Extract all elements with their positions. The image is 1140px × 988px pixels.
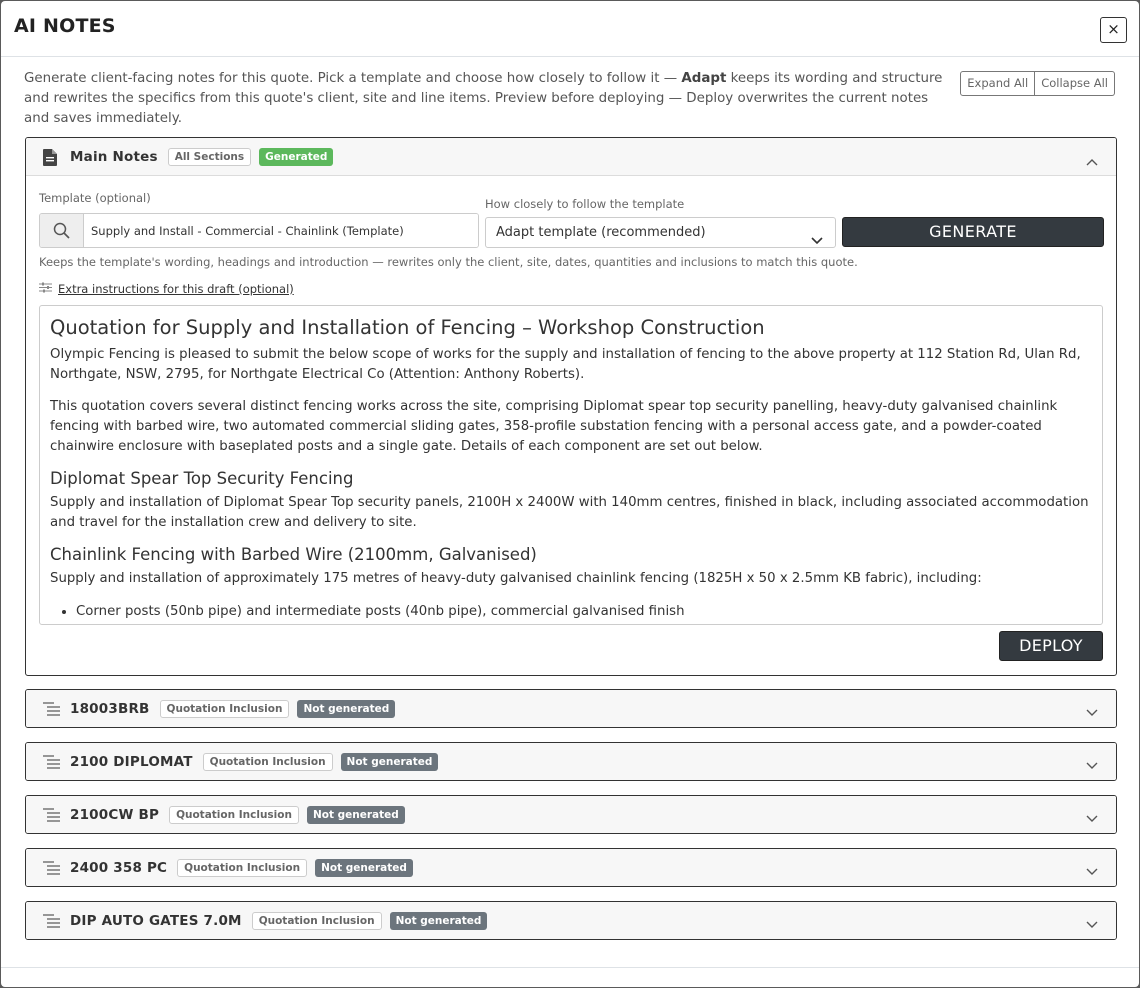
status-badge: Not generated <box>315 859 413 877</box>
preview-subheading: Chainlink Fencing with Barbed Wire (2100mm, Galvanised) <box>50 545 537 564</box>
section-title-group <box>70 849 413 886</box>
list-icon <box>43 754 60 773</box>
notes-preview[interactable] <box>39 305 1103 625</box>
chevron-down-icon[interactable] <box>1086 808 1098 827</box>
section-title-group <box>70 743 438 780</box>
ai-notes-modal <box>1 1 1139 987</box>
list-icon <box>43 807 60 826</box>
section-title-group <box>70 690 395 727</box>
close-button[interactable]: × <box>1100 17 1127 43</box>
preview-subheading: Diplomat Spear Top Security Fencing <box>50 469 354 488</box>
chevron-down-icon[interactable] <box>1086 861 1098 880</box>
scope-tag: All Sections <box>168 148 251 166</box>
section-name: DIP AUTO GATES 7.0M <box>70 912 242 929</box>
collapse-all-button[interactable]: Collapse All <box>1035 71 1115 96</box>
deploy-button[interactable]: DEPLOY <box>999 631 1103 661</box>
preview-paragraph: Supply and installation of Diplomat Spear Top security panels, 2100H x 2400W with 140mm centres, finished in black, including associated accommodation and travel for the installation crew and delivery to site. <box>50 495 1089 530</box>
section-tag: Quotation Inclusion <box>169 806 299 824</box>
section-name: 2100CW BP <box>70 806 160 823</box>
section-tag: Quotation Inclusion <box>160 700 290 718</box>
intro-bold: Adapt <box>681 71 727 86</box>
template-label: Template (optional) <box>39 191 151 205</box>
list-icon <box>43 913 60 932</box>
status-badge: Generated <box>259 148 333 166</box>
preview-list-item: • Corner posts (50nb pipe) and intermediate posts (40nb pipe), commercial galvanised finish <box>76 602 1092 622</box>
sliders-icon <box>39 282 52 296</box>
section-panel <box>25 848 1117 887</box>
expand-all-button[interactable]: Expand All <box>960 71 1035 96</box>
section-header[interactable] <box>26 902 1116 939</box>
section-panel <box>25 689 1117 728</box>
section-panel <box>25 742 1117 781</box>
status-badge: Not generated <box>297 700 395 718</box>
search-icon[interactable] <box>40 214 84 247</box>
status-badge: Not generated <box>341 753 439 771</box>
template-input[interactable] <box>84 214 478 247</box>
section-name: 18003BRB <box>70 700 150 717</box>
section-header[interactable] <box>26 690 1116 727</box>
modal-footer-divider <box>1 967 1139 968</box>
list-icon <box>43 701 60 720</box>
preview-paragraph: Olympic Fencing is pleased to submit the below scope of works for the supply and installation of fencing to the above property at 112 Station Rd, Ulan Rd, Northgate, NSW, 2795, for Northgate Electrical Co (Attention: Anthony Roberts). <box>50 347 1081 382</box>
section-panel <box>25 795 1117 834</box>
main-notes-title-group <box>70 138 333 176</box>
chevron-down-icon[interactable] <box>1086 755 1098 774</box>
intro-text <box>24 69 949 129</box>
follow-label: How closely to follow the template <box>485 197 685 211</box>
document-icon <box>43 149 57 170</box>
intro-text-part: keeps its wording and structure and rewrites the specifics from this quote's client, site and line items. Preview before deploying — Deploy overwrites the current notes and saves immediately. <box>24 71 943 126</box>
intro-text-part: Generate client-facing notes for this quote. Pick a template and choose how closely to follow it — <box>24 71 682 86</box>
section-title-group <box>70 796 405 833</box>
section-title-group <box>70 902 487 939</box>
expand-collapse-group <box>960 71 1115 96</box>
extra-instructions-toggle[interactable] <box>39 282 294 296</box>
preview-heading: Quotation for Supply and Installation of Fencing – Workshop Construction <box>50 316 765 339</box>
chevron-up-icon[interactable] <box>1086 151 1098 170</box>
template-hint: Keeps the template's wording, headings and introduction — rewrites only the client, site, dates, quantities and inclusions to match this quote. <box>39 255 858 269</box>
section-header[interactable] <box>26 743 1116 780</box>
chevron-down-icon[interactable] <box>1086 914 1098 933</box>
preview-paragraph: This quotation covers several distinct fencing works across the site, comprising Diplomat spear top security panelling, heavy-duty galvanised chainlink fencing with barbed wire, two automated commercial sliding gates, 358-profile substation fencing with a personal access gate, and a powder-coated chainwire enclosure with baseplated posts and a single gate. Details of each component are set out below. <box>50 399 1058 454</box>
section-tag: Quotation Inclusion <box>203 753 333 771</box>
main-notes-header[interactable] <box>26 138 1116 176</box>
template-search <box>39 213 479 248</box>
status-badge: Not generated <box>390 912 488 930</box>
status-badge: Not generated <box>307 806 405 824</box>
section-name: Main Notes <box>70 149 158 165</box>
chevron-down-icon[interactable] <box>1086 702 1098 721</box>
section-tag: Quotation Inclusion <box>177 859 307 877</box>
modal-header <box>1 1 1139 57</box>
preview-paragraph: Supply and installation of approximately 175 metres of heavy-duty galvanised chainlink fencing (1825H x 50 x 2.5mm KB fabric), including: <box>50 571 982 586</box>
section-tag: Quotation Inclusion <box>252 912 382 930</box>
section-header[interactable] <box>26 796 1116 833</box>
section-name: 2100 DIPLOMAT <box>70 753 193 770</box>
extra-instructions-link[interactable]: Extra instructions for this draft (optional) <box>58 282 294 296</box>
main-notes-panel <box>25 137 1117 676</box>
section-header[interactable] <box>26 849 1116 886</box>
section-panel <box>25 901 1117 940</box>
follow-select[interactable] <box>485 217 836 248</box>
follow-select-value: Adapt template (recommended) <box>496 225 706 240</box>
chevron-down-icon <box>811 227 823 256</box>
modal-title: AI NOTES <box>14 15 116 37</box>
generate-button[interactable]: GENERATE <box>842 217 1104 247</box>
preview-list <box>76 602 1092 622</box>
list-icon <box>43 860 60 879</box>
section-name: 2400 358 PC <box>70 859 168 876</box>
